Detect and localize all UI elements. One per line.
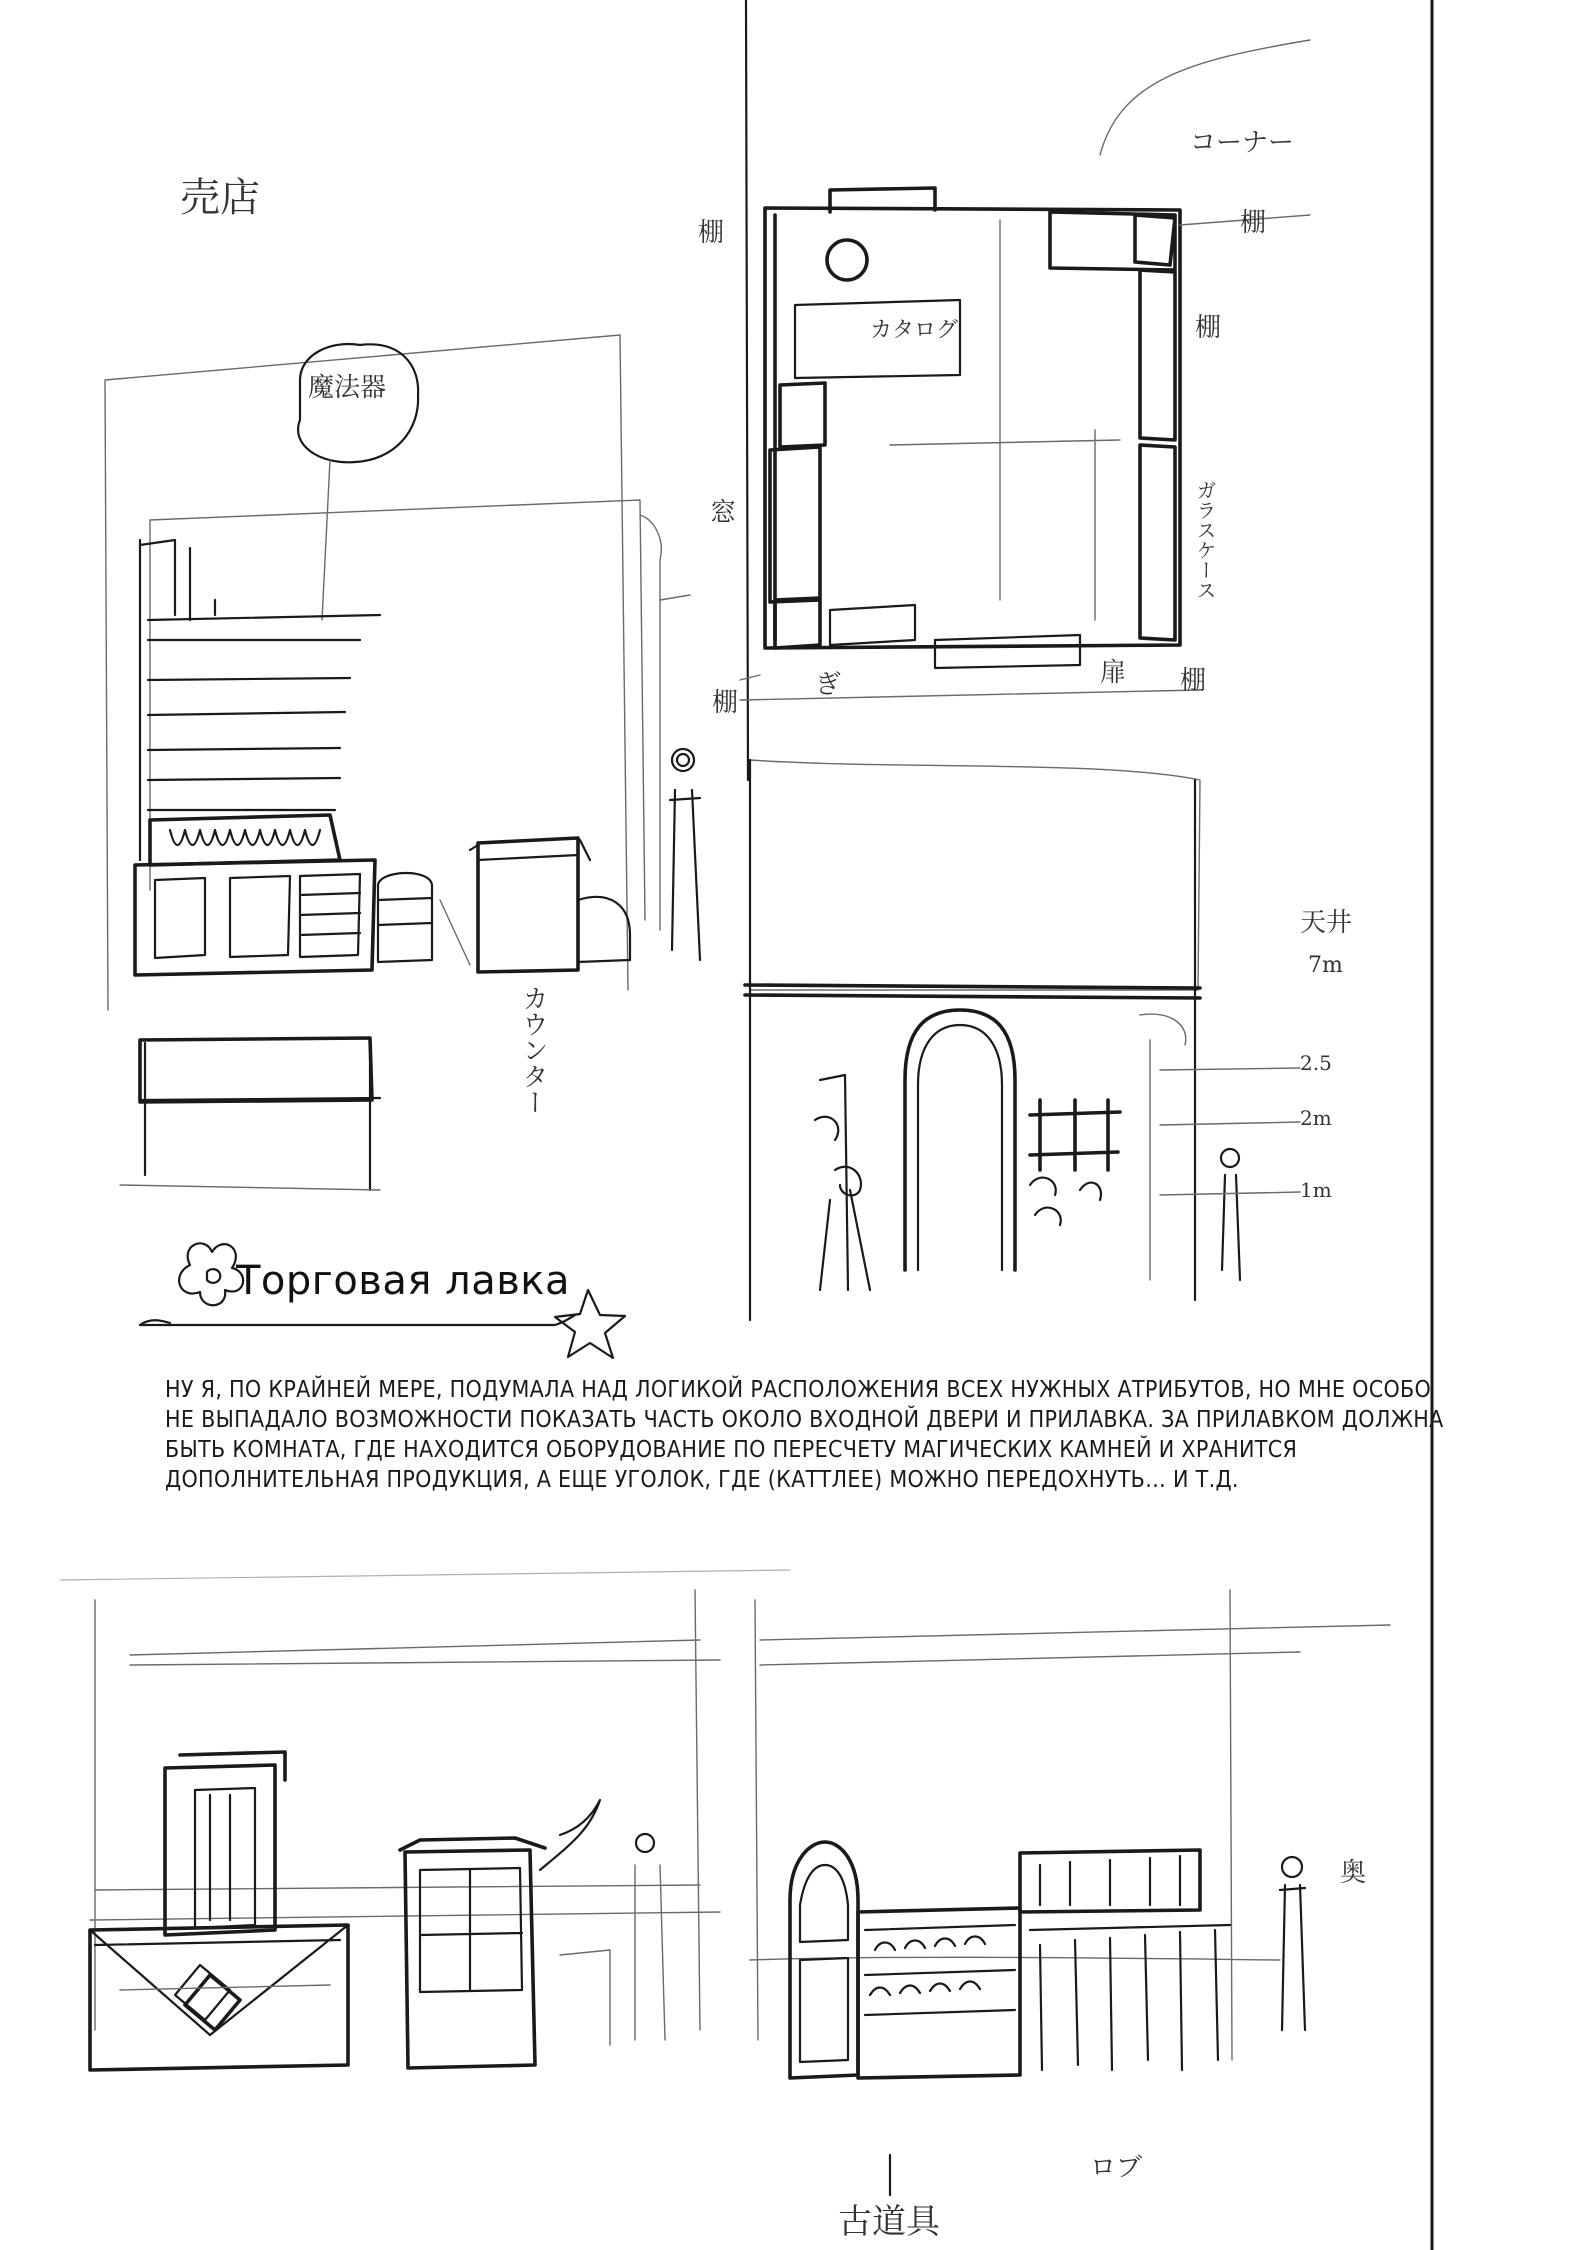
- caption-text: НУ Я, ПО КРАЙНЕЙ МЕРЕ, ПОДУМАЛА НАД ЛОГИКОЙ РАСПОЛОЖЕНИЯ ВСЕХ НУЖНЫХ АТРИБУТОВ, НО МНЕ ОСОБО НЕ ВЫПАДАЛО ВОЗМОЖНОСТИ ПОКАЗАТЬ ЧАСТЬ ОКОЛО ВХОДНОЙ ДВЕРИ И ПРИЛАВКА. ЗА ПРИЛАВКОМ ДОЛЖНА БЫТЬ КОМНАТА, ГДЕ НАХОДИТСЯ ОБОРУДОВАНИЕ ПО ПЕРЕСЧЕТУ МАГИЧЕСКИХ КАМНЕЙ И ХРАНИТСЯ ДОПОЛНИТЕЛЬНАЯ ПРОДУКЦИЯ, А ЕЩЕ УГОЛОК, ГДЕ (КАТТЛЕЕ) МОЖНО ПЕРЕДОХНУТЬ… И Т.Д.: [165, 1377, 1444, 1493]
- section-title: Торговая лавка: [236, 1258, 570, 1304]
- sketch-goods-shelves: [750, 1590, 1390, 2195]
- note-height-label: 天井: [1300, 908, 1353, 938]
- sketch-shop-interior: [105, 335, 700, 1190]
- note-left-low: 棚: [712, 688, 739, 718]
- note-bubble: 魔法器: [308, 373, 387, 403]
- note-counter: カウンター: [518, 985, 548, 1115]
- note-bottom-label: 古道具: [838, 2202, 940, 2242]
- note-right-top: 棚: [1240, 208, 1267, 238]
- note-dim-3: 1m: [1300, 1178, 1332, 1202]
- note-dim-2: 2m: [1300, 1106, 1332, 1130]
- note-left-top: 棚: [698, 218, 725, 248]
- note-bottom-right: ロブ: [1090, 2153, 1143, 2183]
- flower-icon: [179, 1243, 243, 1305]
- note-left-mid: 窓: [710, 498, 737, 528]
- note-right-low: ガラスケース: [1193, 480, 1217, 600]
- sketch-shop-elevation: [745, 760, 1300, 1320]
- note-right-mid: 棚: [1195, 313, 1222, 343]
- note-dim-1: 2.5: [1300, 1051, 1332, 1075]
- note-height-value: 7m: [1308, 953, 1343, 978]
- sketch-counter-front: [60, 1570, 790, 2070]
- note-shelf: カタログ: [870, 318, 959, 343]
- note-right-annotation: 奥: [1340, 1858, 1367, 1888]
- note-corner: コーナー: [1190, 128, 1295, 158]
- note-bottom-a: ぎ: [815, 670, 842, 700]
- note-bottom-c: 棚: [1180, 666, 1207, 696]
- note-heading: 売店: [180, 175, 260, 221]
- note-bottom-b: 扉: [1100, 658, 1127, 688]
- sketch-floor-plan: [740, 0, 1310, 780]
